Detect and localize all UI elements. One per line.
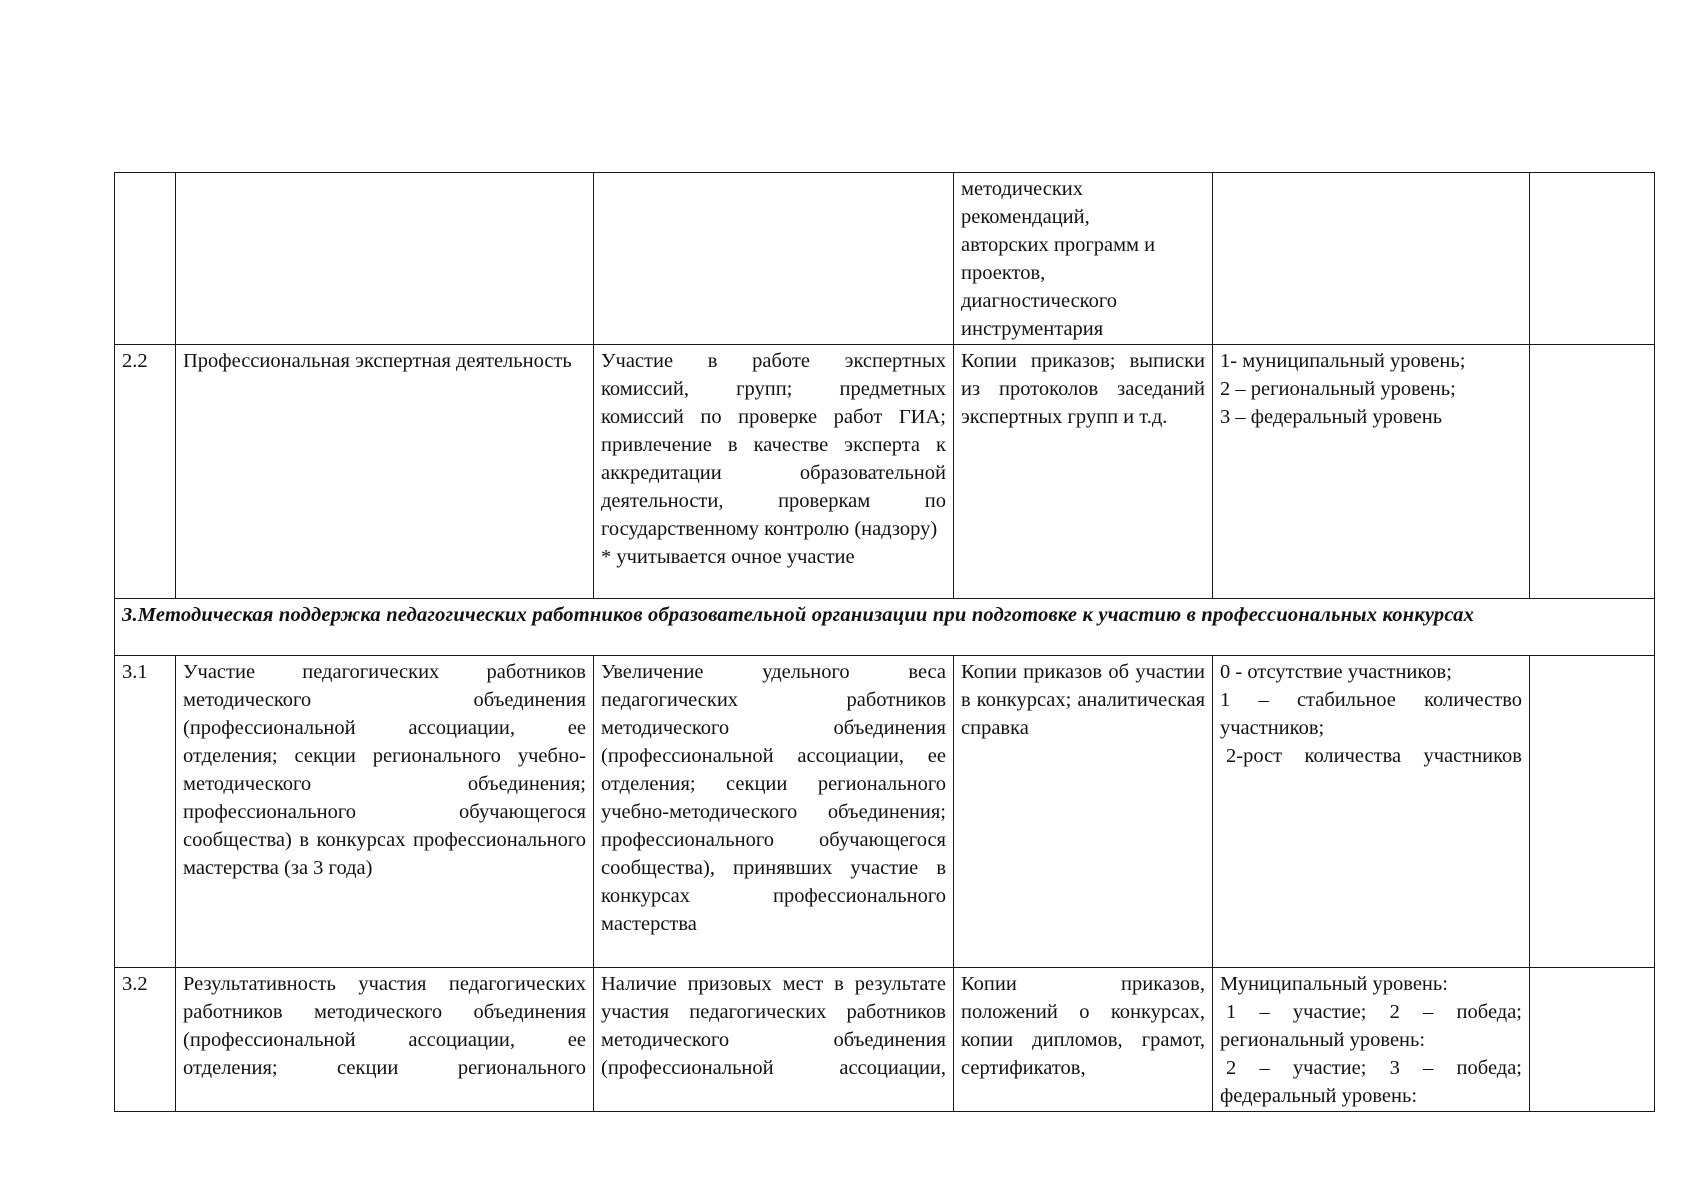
section-title: 3.Методическая поддержка педагогических работников образовательной организации при подготовке к участию в профессиональных конкурсах [115, 599, 1655, 656]
criteria-table [114, 172, 1655, 1112]
scoring-line: 2 – региональный уровень; [1220, 378, 1456, 400]
indicator-text: Участие в работе экспертных комиссий, групп; предметных комиссий по проверке работ ГИА; привлечение в качестве эксперта к аккредитации образовательной деятельности, проверкам по государственному контролю (надзору) [601, 350, 946, 540]
table-row [115, 173, 1655, 345]
source-cell: Копии приказов; выписки из протоколов заседаний экспертных групп и т.д. [954, 345, 1213, 599]
indicator-cell: Увеличение удельного веса педагогических работников методического объединения (профессиональной ассоциации, ее отделения; секции регионального учебно-методического объединения; профессионального обучающегося сообщества), принявших участие в конкурсах профессионального мастерства [594, 656, 954, 968]
source-line: диагностического [961, 290, 1118, 312]
scoring-cell [1213, 345, 1530, 599]
source-cell: Копии приказов об участии в конкурсах; аналитическая справка [954, 656, 1213, 968]
table-row [115, 968, 1655, 1112]
indicator-cell [594, 173, 954, 345]
scoring-line: 1 – стабильное количество участников; [1220, 689, 1522, 739]
scoring-line: 3 – федеральный уровень [1220, 406, 1443, 428]
indicator-note: * учитывается очное участие [601, 546, 855, 568]
row-number [115, 173, 176, 345]
source-cell [954, 173, 1213, 345]
criterion-cell: Участие педагогических работников методического объединения (профессиональной ассоциации, ее отделения; секции регионального учебно-методического объединения; профессионального обучающегося сообщества) в конкурсах профессионального мастерства (за 3 года) [176, 656, 594, 968]
criterion-cell [176, 173, 594, 345]
scoring-cell [1213, 173, 1530, 345]
points-cell [1530, 968, 1655, 1112]
scoring-line: 1 – участие; 2 – победа; [1226, 1001, 1522, 1023]
scoring-line: Муниципальный уровень: [1220, 973, 1448, 995]
criterion-cell: Результативность участия педагогических работников методического объединения (профессиональной ассоциации, ее отделения; секции регионального [176, 968, 594, 1112]
scoring-cell [1213, 968, 1530, 1112]
scoring-cell [1213, 656, 1530, 968]
row-number: 3.1 [115, 656, 176, 968]
indicator-cell [594, 345, 954, 599]
scoring-line: 1- муниципальный уровень; [1220, 350, 1466, 372]
scoring-line: федеральный уровень: [1220, 1085, 1418, 1107]
points-cell [1530, 656, 1655, 968]
source-line: инструментария [961, 318, 1104, 340]
scoring-line: 2-рост количества участников [1226, 745, 1522, 767]
section-row [115, 599, 1655, 656]
source-line: проектов, [961, 262, 1046, 284]
table-row [115, 345, 1655, 599]
indicator-cell: Наличие призовых мест в результате участия педагогических работников методического объединения (профессиональной ассоциации, [594, 968, 954, 1112]
scoring-line: региональный уровень: [1220, 1029, 1426, 1051]
criterion-cell: Профессиональная экспертная деятельность [176, 345, 594, 599]
row-number: 2.2 [115, 345, 176, 599]
points-cell [1530, 173, 1655, 345]
source-line: авторских программ и [961, 234, 1156, 256]
scoring-line: 0 - отсутствие участников; [1220, 661, 1452, 683]
row-number: 3.2 [115, 968, 176, 1112]
source-cell: Копии приказов, положений о конкурсах, копии дипломов, грамот, сертификатов, [954, 968, 1213, 1112]
scoring-line: 2 – участие; 3 – победа; [1226, 1057, 1522, 1079]
points-cell [1530, 345, 1655, 599]
table-row [115, 656, 1655, 968]
source-line: методических [961, 178, 1084, 200]
source-line: рекомендаций, [961, 206, 1090, 228]
